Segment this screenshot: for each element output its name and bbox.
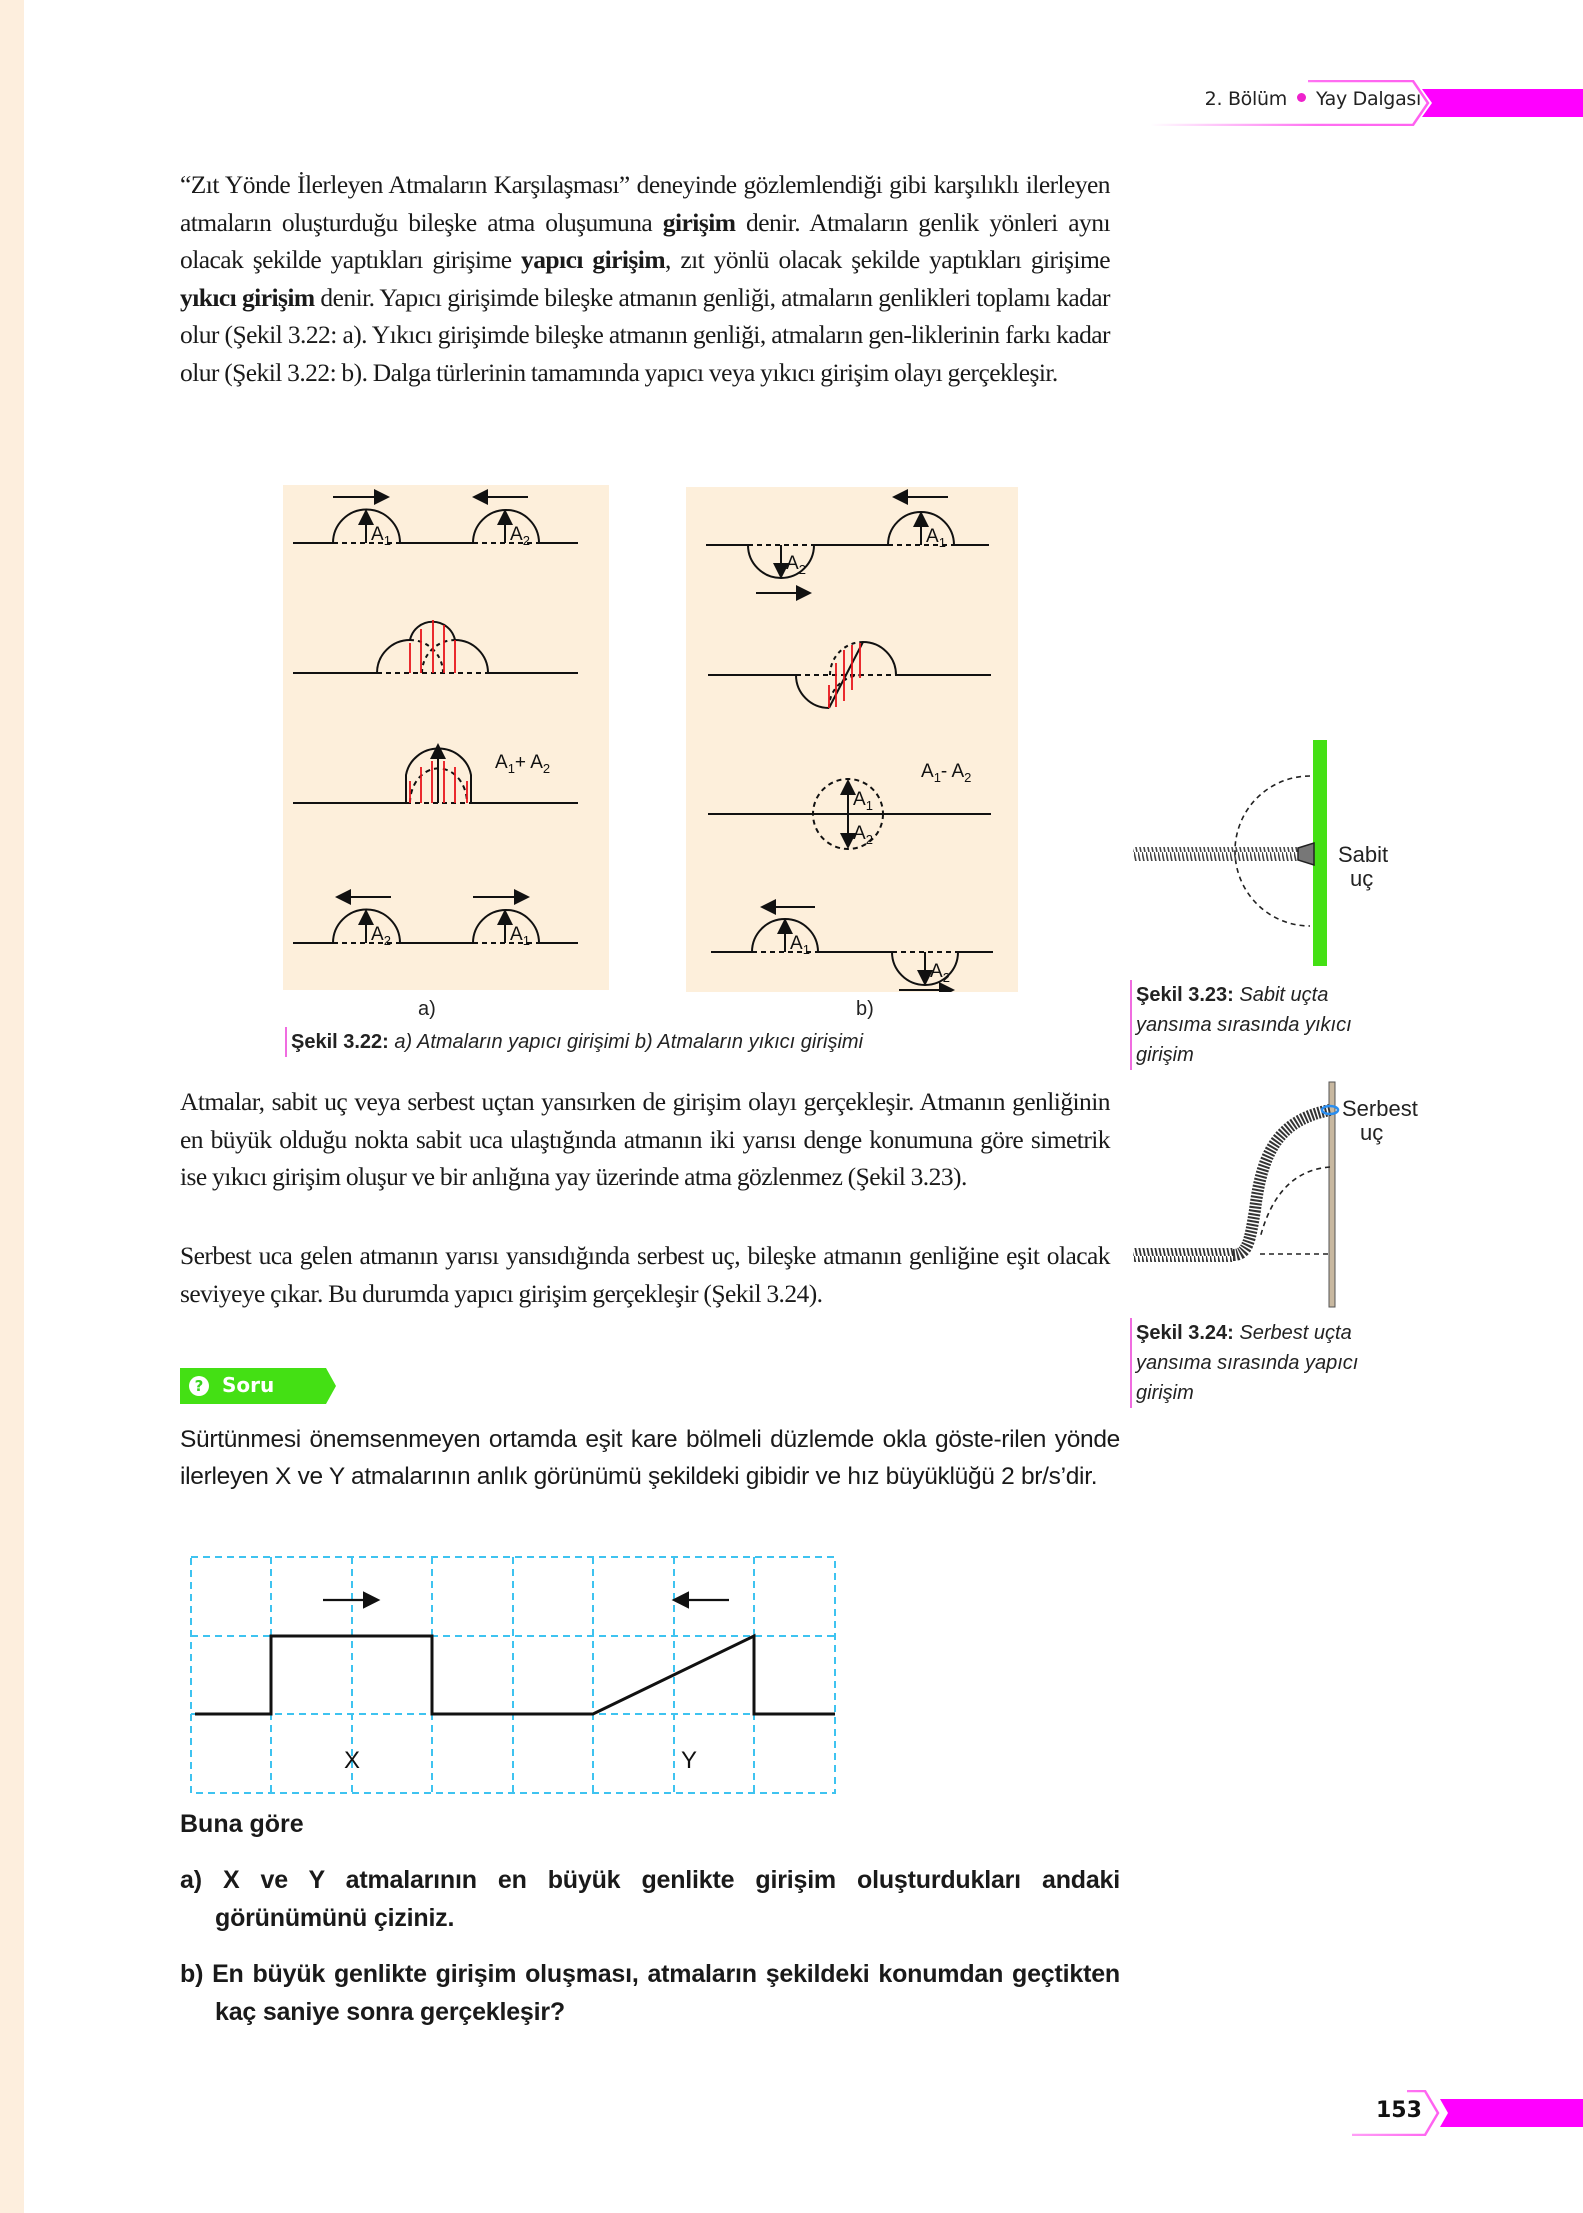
caption-text: yansıma sırasında yapıcı bbox=[1136, 1352, 1359, 1374]
question-badge bbox=[180, 1368, 336, 1404]
svg-text:A2: $A_2$ bbox=[786, 553, 806, 577]
figure-label-b: b) bbox=[856, 998, 874, 1020]
caption-text: Sabit uçta bbox=[1233, 984, 1329, 1006]
intro-text: denir. Atmaların genlik yönleri aynı olacak şekilde yaptıkları girişime bbox=[180, 207, 1110, 274]
item-text: En büyük genlikte girişim oluşması, atmaların şekildeki konumdan geçtikten kaç saniye sonra gerçekleşir? bbox=[212, 1960, 1120, 2026]
svg-text:A2: $A_2$ bbox=[930, 961, 950, 985]
svg-text:A1+ A2: $A_1+ A_2$ bbox=[495, 752, 551, 776]
caption-text: Serbest uçta bbox=[1233, 1322, 1352, 1344]
caption-text: yansıma sırasında yıkıcı bbox=[1136, 1014, 1352, 1036]
question-prompt: Buna göre bbox=[180, 1810, 304, 1838]
chapter-label: 2. Bölüm bbox=[1204, 88, 1287, 110]
intro-text: “Zıt Yönde İlerleyen Atmaların Karşılaşması” deneyinde gözlemlendiği gibi bbox=[180, 170, 927, 199]
svg-text:A1: $A_1$ bbox=[510, 924, 530, 948]
page-number: 153 bbox=[1376, 2098, 1422, 2123]
question-circle-icon: ? bbox=[189, 1376, 209, 1396]
svg-text:A2: $A_2$ bbox=[371, 924, 391, 948]
figure-3-23-caption bbox=[1130, 980, 1390, 1070]
item-marker: b) bbox=[180, 1960, 204, 1988]
term-girisim: girişim bbox=[592, 245, 666, 274]
fixed-end-reflection-diagram bbox=[1130, 740, 1430, 970]
svg-text:uç: uç bbox=[1350, 866, 1374, 891]
svg-text:Y: Y bbox=[681, 1747, 698, 1774]
item-text: X ve Y atmalarının en büyük genlikte girişim oluşturdukları andaki görünümünü çiziniz. bbox=[215, 1866, 1121, 1932]
reflection-paragraph-1: Atmalar, sabit uç veya serbest uçtan yansırken de girişim olayı gerçekleşir. Atmanın genliğinin en büyük olduğu nokta sabit uca ulaştığında atmanın iki yarısı denge konumuna göre simetrik ise yıkıcı girişim oluşur ve bir anlığına yay üzerinde atma gözlenmez (Şekil 3.23). bbox=[180, 1087, 1110, 1191]
item-marker: a) bbox=[180, 1866, 202, 1894]
svg-text:A2: $A_2$ bbox=[510, 524, 530, 548]
svg-text:A1- A2: $A_1-$ $A_2$ bbox=[921, 761, 972, 785]
constructive-interference-diagram bbox=[283, 485, 609, 990]
badge-label: Soru bbox=[222, 1373, 275, 1397]
svg-text:Serbest: Serbest bbox=[1342, 1096, 1418, 1121]
svg-text:uç: uç bbox=[1360, 1120, 1384, 1145]
term-yapici: yapıcı bbox=[521, 245, 583, 274]
svg-text:A1: $A_1$ bbox=[790, 933, 810, 957]
header-text bbox=[1205, 88, 1421, 110]
svg-text:A2: $A_2$ bbox=[853, 823, 873, 847]
bullet-dot-icon bbox=[1297, 93, 1306, 102]
figure-3-24-caption bbox=[1130, 1318, 1390, 1408]
caption-title: Şekil 3.24: bbox=[1136, 1322, 1234, 1344]
reflection-paragraph-2: Serbest uca gelen atmanın yarısı yansıdığında serbest uç, bileşke atmanın genliğine eşit olacak seviyeye çıkar. Bu durumda yapıcı girişim gerçekleşir (Şekil 3.24). bbox=[180, 1241, 1110, 1308]
term-yikici-girisim: yıkıcı girişim bbox=[180, 282, 315, 312]
caption-text: a) Atmaların yapıcı girişimi b) Atmaların yıkıcı girişimi bbox=[388, 1031, 864, 1053]
svg-text:A1: $A_1$ bbox=[926, 526, 946, 550]
page-margin-strip bbox=[0, 0, 24, 2213]
figure-3-22-a bbox=[283, 485, 609, 990]
svg-text:A1: $A_1$ bbox=[371, 524, 391, 548]
destructive-interference-diagram bbox=[686, 487, 1018, 992]
figure-3-22-caption bbox=[285, 1027, 863, 1057]
figure-label-a: a) bbox=[418, 998, 436, 1020]
question-stem: Sürtünmesi önemsenmeyen ortamda eşit kare bölmeli düzlemde okla göste-rilen yönde ilerleyen X ve Y atmalarının anlık görünümü şekildeki gibidir ve hız büyüklüğü 2 br/s’dir. bbox=[180, 1426, 1120, 1490]
topic-label: Yay Dalgası bbox=[1315, 88, 1421, 110]
page-number-tab bbox=[1340, 2090, 1583, 2136]
caption-title: Şekil 3.22: bbox=[291, 1031, 389, 1053]
pulse-grid-diagram bbox=[188, 1555, 838, 1797]
intro-paragraph bbox=[180, 166, 1110, 391]
intro-text: Yapıcı girişimde bileşke atmanın genliği, atmaların genlikleri toplamı kadar olur (Şekil 3.22: a). Yıkıcı girişimde bileşke atmanın genliği, atmaların gen-liklerinin farkı kadar olur (Şekil 3.22: b). Dalga türlerinin tamamında yapıcı veya yıkıcı girişim olayı gerçekleşir. bbox=[180, 282, 1110, 387]
intro-text: karşılıklı ilerleyen atmaların oluşturduğu bileşke atma oluşumuna bbox=[180, 170, 1110, 237]
intro-text: denir. bbox=[314, 282, 375, 312]
question-item-b bbox=[180, 1955, 1120, 2031]
figure-3-23 bbox=[1130, 740, 1430, 970]
figure-3-24 bbox=[1130, 1060, 1430, 1310]
term-girisim: girişim bbox=[662, 207, 736, 237]
chapter-header bbox=[1150, 80, 1583, 126]
svg-text:A1: $A_1$ bbox=[853, 789, 873, 813]
figure-3-22-b bbox=[686, 487, 1018, 992]
intro-text: , zıt yönlü olacak şekilde yaptıkları girişime bbox=[665, 245, 1110, 274]
question-item-a bbox=[180, 1861, 1120, 1937]
caption-title: Şekil 3.23: bbox=[1136, 984, 1234, 1006]
pulse-grid bbox=[188, 1555, 838, 1797]
free-end-reflection-diagram bbox=[1130, 1060, 1430, 1310]
fixed-wall bbox=[1313, 740, 1327, 966]
svg-text:Sabit: Sabit bbox=[1338, 842, 1389, 867]
caption-text: girişim bbox=[1136, 1382, 1194, 1404]
svg-text:X: X bbox=[344, 1747, 361, 1774]
caption-text: girişim bbox=[1136, 1044, 1194, 1066]
